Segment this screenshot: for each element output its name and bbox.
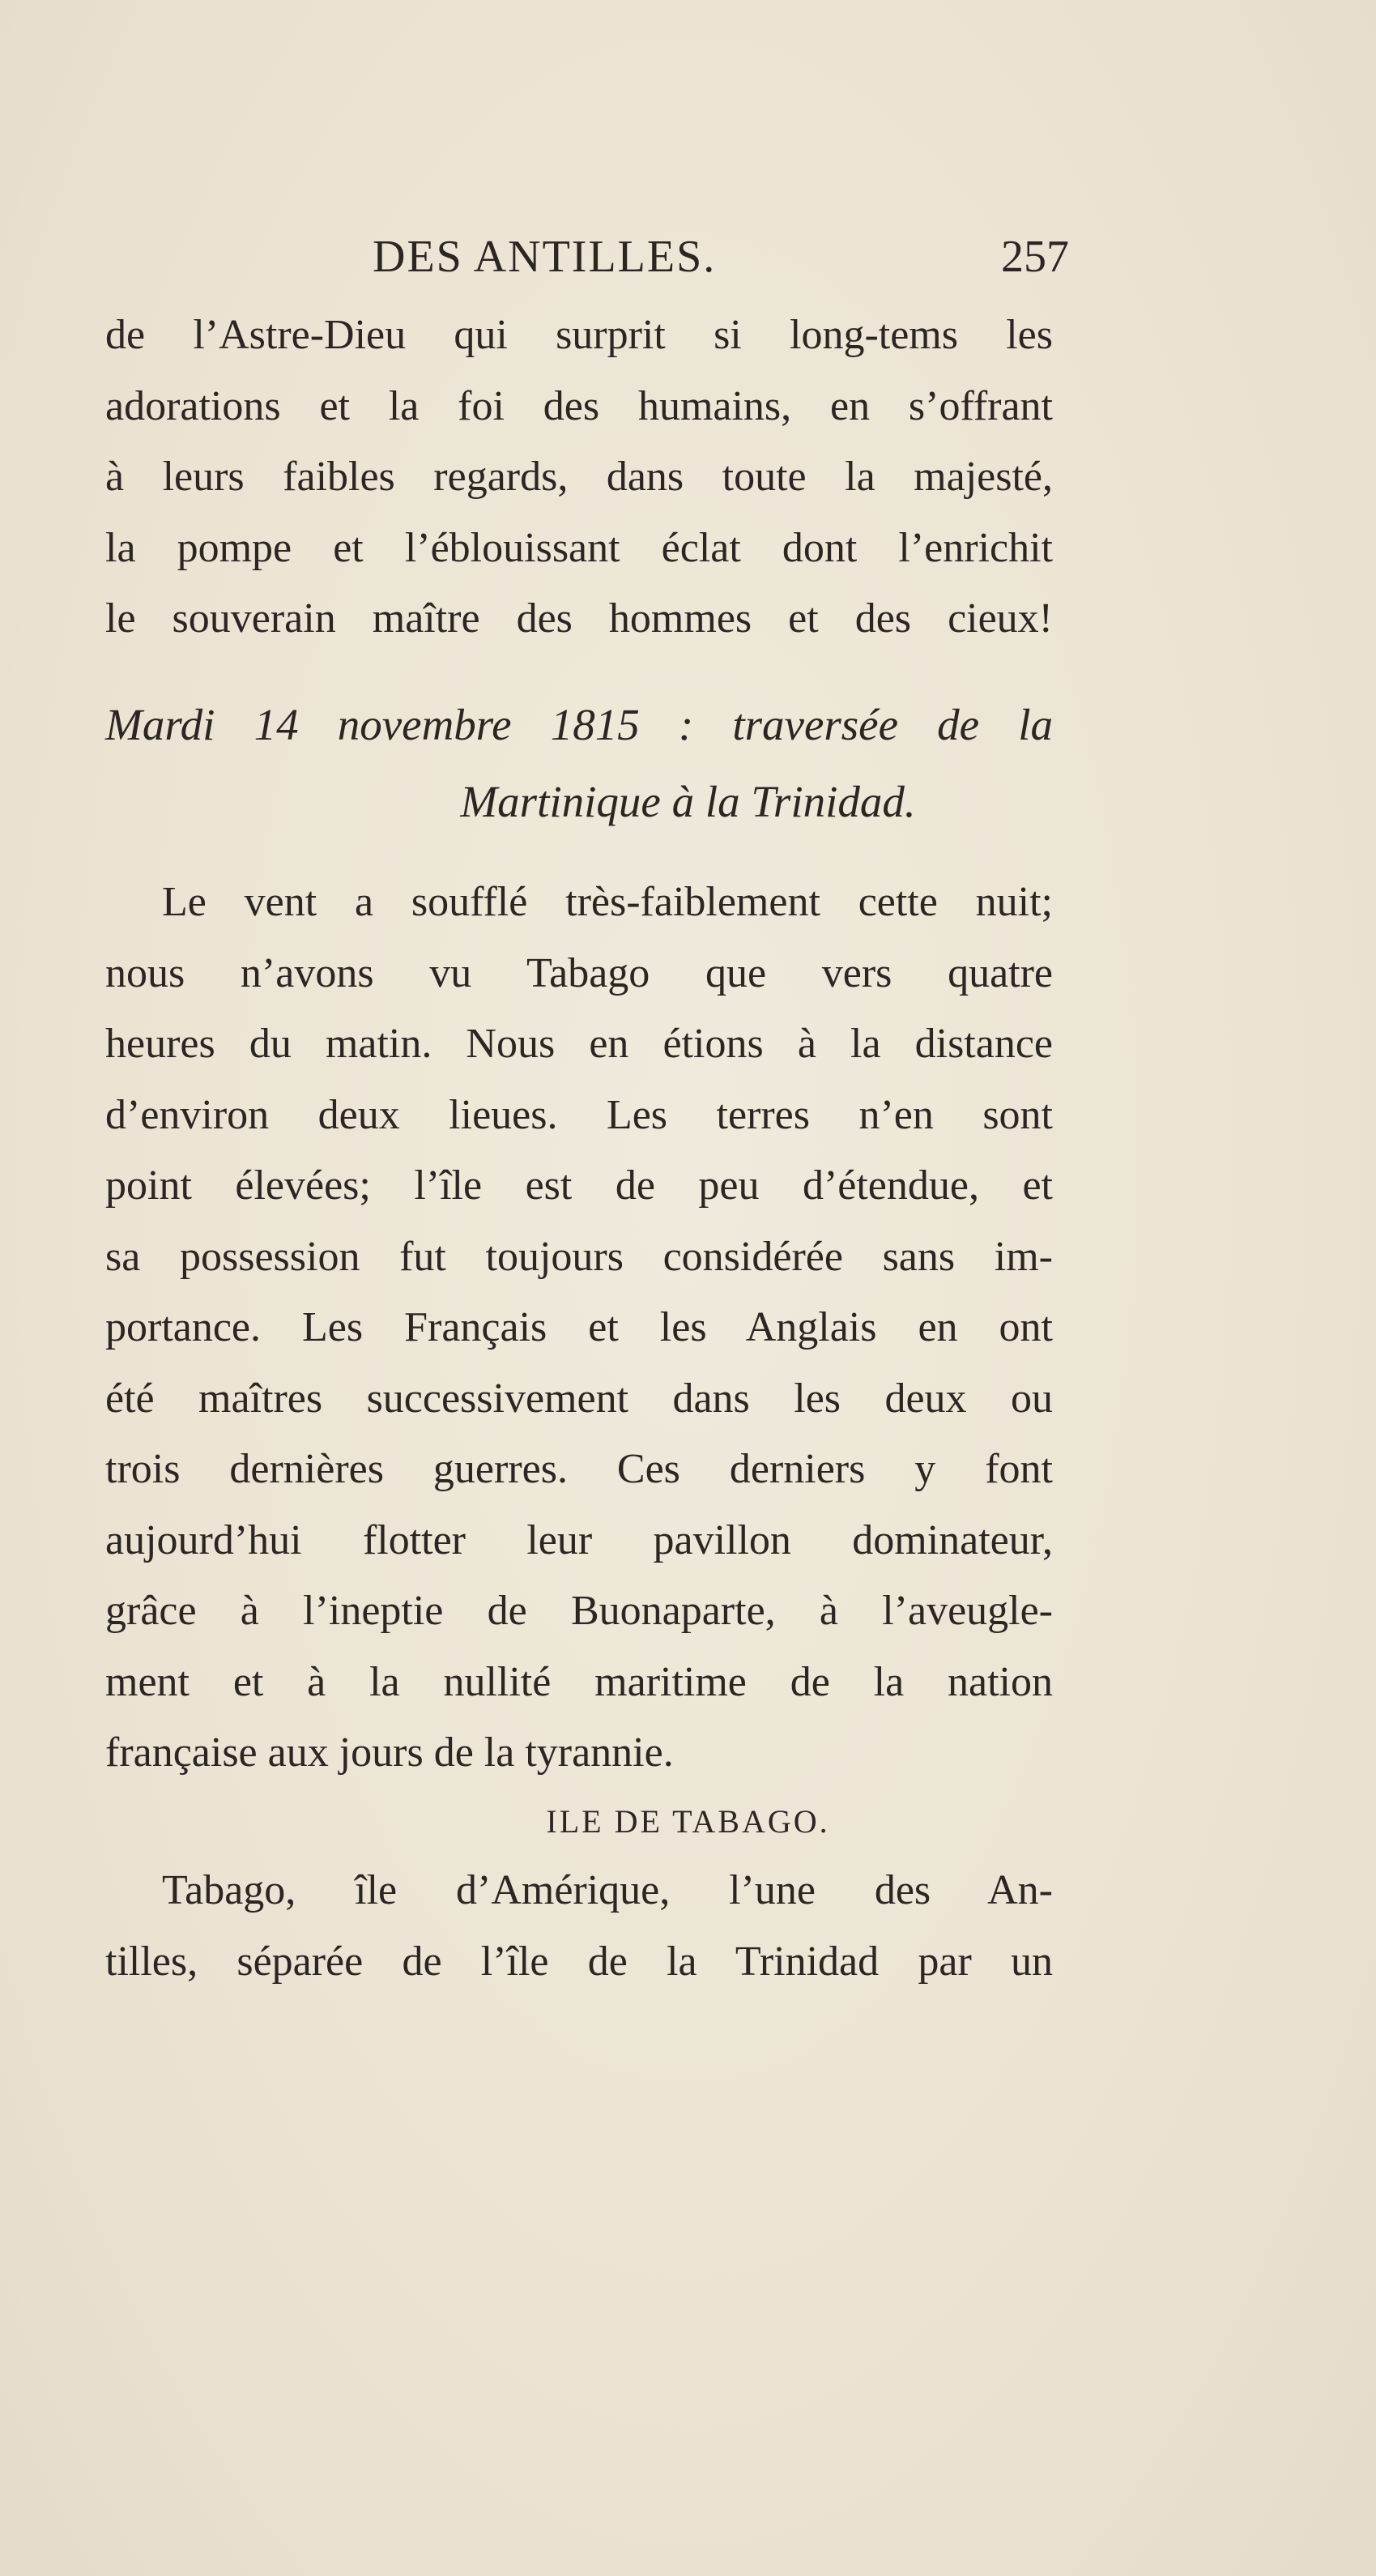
- date-heading-line-1: Mardi 14 novembre 1815 : traversée de la: [105, 700, 1053, 749]
- text-line: à leurs faibles regards, dans toute la majesté,: [105, 454, 1053, 500]
- paragraph-continuation: [105, 300, 1053, 655]
- text-line: Tabago, île d’Amérique, l’une des An-: [162, 1867, 1053, 1913]
- text-line: grâce à l’ineptie de Buonaparte, à l’aveugle-: [105, 1588, 1053, 1634]
- text-line: portance. Les Français et les Anglais en ont: [105, 1304, 1053, 1350]
- paragraph-tabago: [105, 1855, 1053, 1997]
- running-title: DES ANTILLES.: [373, 232, 717, 282]
- text-line: point élevées; l’île est de peu d’étendue, et: [105, 1162, 1053, 1209]
- text-line: tilles, séparée de l’île de la Trinidad par un: [105, 1938, 1053, 1985]
- text-line: été maîtres successivement dans les deux ou: [105, 1375, 1053, 1422]
- text-line: nous n’avons vu Tabago que vers quatre: [105, 949, 1053, 996]
- section-heading: ILE DE TABAGO.: [546, 1803, 830, 1840]
- text-line: trois dernières guerres. Ces derniers y font: [105, 1446, 1053, 1492]
- page-number: 257: [1001, 232, 1069, 282]
- running-head: [373, 231, 1069, 296]
- paragraph-voyage: [105, 867, 1053, 1789]
- text-line: sa possession fut toujours considérée sans im-: [105, 1233, 1053, 1280]
- text-line: ment et à la nullité maritime de la nation: [105, 1658, 1053, 1705]
- text-line: française aux jours de la tyrannie.: [105, 1729, 674, 1776]
- text-line: heures du matin. Nous en étions à la distance: [105, 1021, 1053, 1067]
- text-line: adorations et la foi des humains, en s’offrant: [105, 382, 1053, 429]
- text-line: le souverain maître des hommes et des cieux!: [105, 595, 1053, 642]
- text-line: la pompe et l’éblouissant éclat dont l’enrichit: [105, 524, 1053, 571]
- text-line: Le vent a soufflé très-faiblement cette nuit;: [162, 879, 1053, 925]
- text-line: aujourd’hui flotter leur pavillon dominateur,: [105, 1516, 1053, 1563]
- date-heading-line-2: Martinique à la Trinidad.: [460, 777, 916, 826]
- text-line: d’environ deux lieues. Les terres n’en sont: [105, 1091, 1053, 1138]
- text-line: de l’Astre-Dieu qui surprit si long-tems les: [105, 312, 1053, 358]
